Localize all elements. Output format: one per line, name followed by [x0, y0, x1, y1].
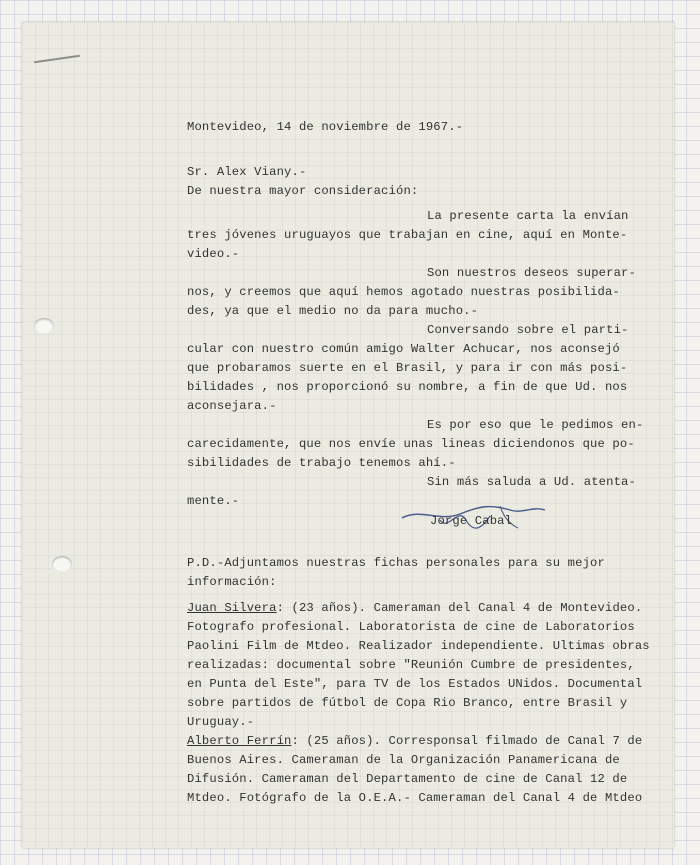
bio-alberto-intro: : (25 años). Corresponsal filmado de Canal 7 de: [291, 734, 643, 748]
body-line: Son nuestros deseos superar-: [427, 266, 636, 280]
punch-hole-top: [34, 318, 54, 334]
bio-line: Fotografo profesional. Laboratorista de cine de Laboratorios: [187, 620, 635, 634]
body-line: video.-: [187, 247, 240, 261]
bio-line: sobre partidos de fútbol de Copa Rio Branco, entre Brasil y: [187, 696, 628, 710]
body-line: Conversando sobre el parti-: [427, 323, 629, 337]
ps-line: información:: [187, 575, 277, 589]
body-line: des, ya que el medio no da para mucho.-: [187, 304, 479, 318]
body-line: Es por eso que le pedimos en-: [427, 418, 644, 432]
bio-line: Paolini Film de Mtdeo. Realizador independiente. Ultimas obras: [187, 639, 650, 653]
bio-line: en Punta del Este", para TV de los Estados UNidos. Documental: [187, 677, 643, 691]
bio-line: Buenos Aires. Cameraman de la Organización Panamericana de: [187, 753, 620, 767]
bio-alberto-first-line: [187, 734, 642, 748]
body-line: La presente carta la envían: [427, 209, 629, 223]
bio-juan-first-line: [187, 601, 642, 615]
body-line: aconsejara.-: [187, 399, 277, 413]
bio-juan-intro: : (23 años). Cameraman del Canal 4 de Montevideo.: [276, 601, 643, 615]
bio-line: Mtdeo. Fotógrafo de la O.E.A.- Cameraman del Canal 4 de Mtdeo: [187, 791, 643, 805]
letter-date: Montevideo, 14 de noviembre de 1967.-: [187, 120, 464, 134]
bio-juan-name: Juan Silvera: [187, 601, 277, 615]
body-line: mente.-: [187, 494, 240, 508]
signature-name: Jorge Cabal: [430, 514, 513, 528]
ps-line: P.D.-Adjuntamos nuestras fichas personales para su mejor: [187, 556, 605, 570]
bio-line: realizadas: documental sobre "Reunión Cumbre de presidentes,: [187, 658, 635, 672]
letter-salutation: De nuestra mayor consideración:: [187, 184, 419, 198]
body-line: nos, y creemos que aquí hemos agotado nuestras posibilida-: [187, 285, 620, 299]
body-line: sibilidades de trabajo tenemos ahí.-: [187, 456, 456, 470]
letter-sheet: [22, 22, 674, 848]
body-line: que probaramos suerte en el Brasil, y para ir con más posi-: [187, 361, 628, 375]
bio-alberto-name: Alberto Ferrín: [187, 734, 292, 748]
punch-hole-bottom: [52, 556, 72, 572]
body-line: tres jóvenes uruguayos que trabajan en cine, aquí en Monte-: [187, 228, 628, 242]
body-line: cular con nuestro común amigo Walter Achucar, nos aconsejó: [187, 342, 620, 356]
body-line: carecidamente, que nos envíe unas lineas diciendonos que po-: [187, 437, 635, 451]
body-line: bilidades , nos proporcionó su nombre, a fin de que Ud. nos: [187, 380, 628, 394]
bio-line: Uruguay.-: [187, 715, 255, 729]
letter-recipient: Sr. Alex Viany.-: [187, 165, 307, 179]
body-line: Sin más saluda a Ud. atenta-: [427, 475, 636, 489]
bio-line: Difusión. Cameraman del Departamento de cine de Canal 12 de: [187, 772, 628, 786]
